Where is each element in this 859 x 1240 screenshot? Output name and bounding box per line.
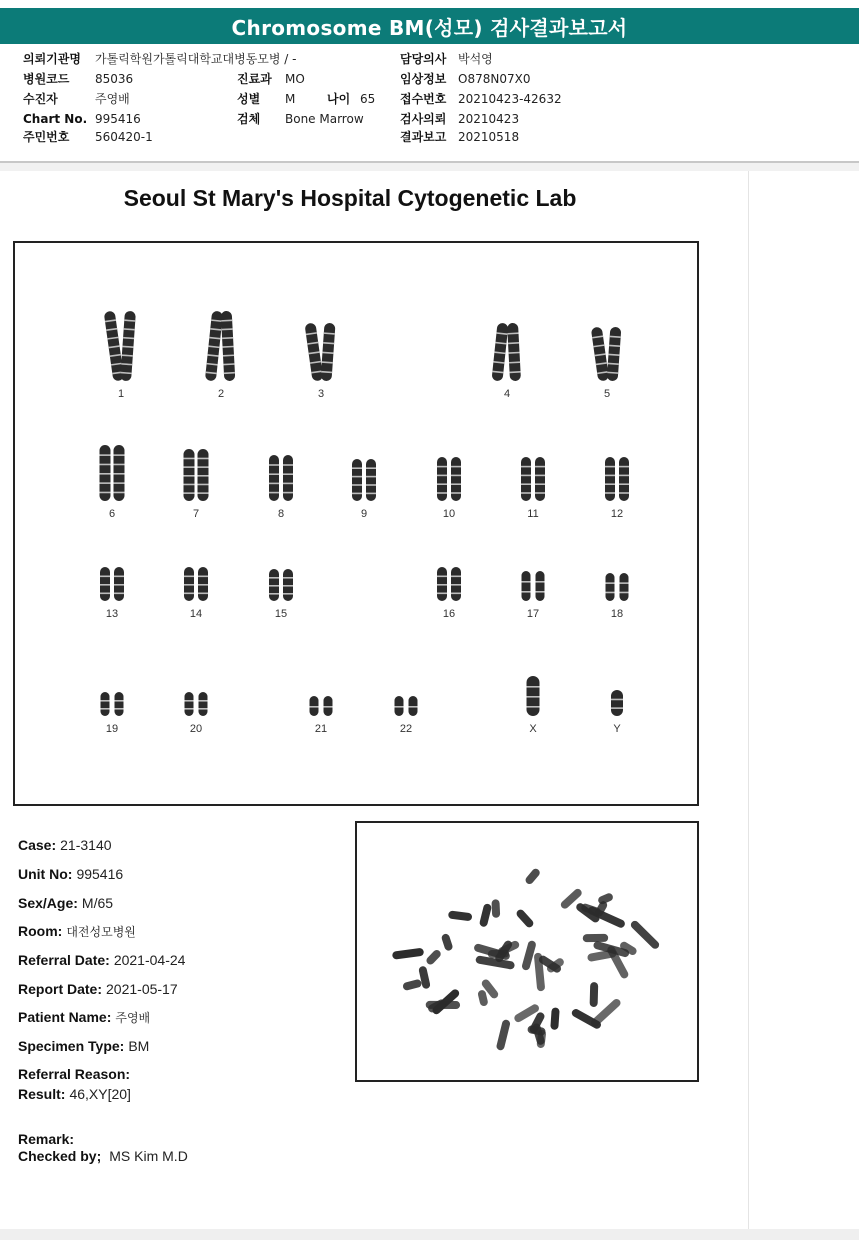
metaphase-chromosome	[479, 903, 492, 928]
chromosome-label-22: 22	[399, 723, 413, 735]
chromosome-label-18: 18	[610, 608, 624, 620]
checked-by-label: Checked by;	[18, 1148, 102, 1164]
metaphase-chromosome	[477, 989, 488, 1006]
case-value: 21-3140	[60, 837, 112, 853]
sex-age-row	[18, 893, 113, 913]
doctor-value: 박석영	[458, 52, 493, 66]
chromosome-pair-21	[310, 696, 333, 716]
doctor-label: 담당의사	[400, 52, 447, 66]
karyogram-panel	[13, 241, 699, 806]
resident-no-label: 주민번호	[23, 130, 70, 144]
report-title: Chromosome BM(성모) 검사결과보고서	[0, 8, 859, 44]
patient-name-value: 주영배	[115, 1011, 151, 1025]
metaphase-chromosome	[629, 919, 661, 950]
metaphase-panel	[355, 821, 699, 1082]
chromosome-label-12: 12	[610, 508, 624, 520]
clinical-info-value: O878N07X0	[458, 72, 531, 86]
chromosome-pair-X	[527, 676, 540, 716]
metaphase-chromosome	[524, 867, 541, 886]
karyogram	[15, 243, 697, 804]
chromosome-pair-7	[184, 449, 209, 501]
case-label: Case:	[18, 837, 57, 853]
age-label: 나이	[327, 92, 351, 106]
chromosome-label-13: 13	[105, 608, 119, 620]
room-label: Room:	[18, 923, 63, 939]
chromosome-label-10: 10	[442, 508, 456, 520]
room-row	[18, 921, 136, 941]
metaphase-chromosome	[496, 1019, 511, 1051]
chromosome-pair-20	[185, 692, 208, 716]
chromosome-label-3: 3	[317, 388, 325, 400]
result-row	[18, 1084, 131, 1104]
metaphase-chromosome	[448, 910, 473, 921]
page-gutter-top	[0, 163, 859, 171]
receipt-no-label: 접수번호	[400, 92, 447, 106]
chromosome-label-21: 21	[314, 723, 328, 735]
metaphase-chromosome	[515, 908, 535, 929]
clinical-info-label: 임상정보	[400, 72, 447, 86]
chromosome-label-15: 15	[274, 608, 288, 620]
chromosome-label-X: X	[529, 723, 537, 735]
chromosome-pair-4	[491, 323, 521, 382]
department-value: MO	[285, 72, 305, 86]
chromosome-pair-2	[205, 311, 235, 382]
chromosome-label-8: 8	[277, 508, 285, 520]
result-label: Result:	[18, 1086, 66, 1102]
referral-date-row	[18, 950, 185, 970]
result-value: 46,XY[20]	[69, 1086, 131, 1102]
department-label: 진료과	[237, 72, 272, 86]
chromosome-label-7: 7	[192, 508, 200, 520]
metaphase-chromosome	[441, 933, 454, 952]
request-date-value: 20210423	[458, 112, 520, 126]
chart-no-value: 995416	[95, 112, 141, 126]
resident-no-value: 560420-1	[95, 130, 153, 144]
chromosome-pair-5	[591, 326, 622, 381]
chromosome-pair-14	[184, 567, 208, 601]
report-date-row	[18, 979, 178, 999]
metaphase-chromosome	[491, 899, 500, 918]
chromosome-pair-6	[100, 445, 125, 501]
chromosome-pair-11	[521, 457, 545, 501]
chromosome-label-Y: Y	[613, 723, 621, 735]
sex-age-value: M/65	[81, 895, 114, 911]
referral-reason-row	[18, 1064, 134, 1084]
chromosome-pair-19	[101, 692, 124, 716]
metaphase-spread	[357, 823, 697, 1080]
case-report-date-value: 2021-05-17	[106, 981, 178, 997]
patient-name-row	[18, 1007, 150, 1027]
lab-title: Seoul St Mary's Hospital Cytogenetic Lab	[123, 185, 577, 211]
patient-label: 수진자	[23, 92, 58, 106]
hospital-code-label: 병원코드	[23, 72, 70, 86]
specimen-type-value: BM	[128, 1038, 150, 1054]
remark-label: Remark:	[18, 1131, 75, 1147]
chart-no-label: Chart No.	[23, 112, 88, 126]
case-report-date-label: Report Date:	[18, 981, 103, 997]
chromosome-label-2: 2	[217, 388, 225, 400]
report-date-label: 결과보고	[400, 130, 447, 144]
checked-by-row	[18, 1146, 188, 1166]
sex-label: 성별	[237, 92, 261, 106]
specimen-type-row	[18, 1036, 149, 1056]
unit-no-label: Unit No:	[18, 866, 73, 882]
chromosome-pair-12	[605, 457, 629, 501]
referral-date-label: Referral Date:	[18, 952, 110, 968]
chromosome-pair-8	[269, 455, 293, 501]
chromosome-pair-Y	[611, 690, 623, 716]
checked-by-value: MS Kim M.D	[109, 1148, 188, 1164]
specimen-value: Bone Marrow	[285, 112, 364, 126]
metaphase-chromosome	[550, 1007, 559, 1030]
hospital-code-value: 85036	[95, 72, 134, 86]
sex-age-label: Sex/Age:	[18, 895, 78, 911]
metaphase-chromosome	[590, 982, 599, 1007]
unit-no-row	[18, 864, 123, 884]
referral-reason-label: Referral Reason:	[18, 1066, 131, 1082]
chromosome-label-16: 16	[442, 608, 456, 620]
request-date-label: 검사의뢰	[400, 112, 447, 126]
institution-label: 의뢰기관명	[23, 52, 81, 66]
chromosome-label-9: 9	[360, 508, 368, 520]
chromosome-pair-1	[104, 311, 136, 382]
report-date-value: 20210518	[458, 130, 520, 144]
institution-value: 가톨릭학원가톨릭대학교대병동모병 / -	[95, 52, 297, 66]
chromosome-label-1: 1	[117, 388, 125, 400]
page-gutter-bottom	[0, 1229, 859, 1240]
receipt-no-value: 20210423-42632	[458, 92, 562, 106]
unit-no-value: 995416	[76, 866, 124, 882]
patient-name-label: Patient Name:	[18, 1009, 112, 1025]
sex-value: M	[285, 92, 296, 106]
metaphase-chromosome	[583, 934, 609, 942]
age-value: 65	[360, 92, 376, 106]
chromosome-pair-17	[522, 571, 545, 601]
metaphase-chromosome	[425, 948, 443, 966]
chromosome-label-14: 14	[189, 608, 203, 620]
page-gutter-right	[748, 171, 859, 1229]
chromosome-pair-22	[395, 696, 418, 716]
chromosome-label-4: 4	[503, 388, 511, 400]
chromosome-label-17: 17	[526, 608, 540, 620]
patient-value: 주영배	[95, 92, 130, 106]
chromosome-pair-15	[269, 569, 293, 601]
metaphase-chromosome	[402, 979, 422, 991]
chromosome-pair-18	[606, 573, 629, 601]
chromosome-label-5: 5	[603, 388, 611, 400]
chromosome-pair-13	[100, 567, 124, 601]
chromosome-pair-9	[352, 459, 376, 501]
specimen-type-label: Specimen Type:	[18, 1038, 125, 1054]
case-row	[18, 835, 112, 855]
chromosome-pair-3	[305, 323, 336, 382]
chromosome-label-20: 20	[189, 723, 203, 735]
referral-date-value: 2021-04-24	[113, 952, 186, 968]
chromosome-label-6: 6	[108, 508, 116, 520]
header-info	[0, 44, 859, 162]
chromosome-pair-16	[437, 567, 461, 601]
specimen-label: 검체	[237, 112, 261, 126]
metaphase-chromosome	[392, 948, 424, 960]
chromosome-pair-10	[437, 457, 461, 501]
chromosome-label-19: 19	[105, 723, 119, 735]
chromosome-label-11: 11	[527, 508, 539, 520]
room-value: 대전성모병원	[66, 925, 136, 939]
